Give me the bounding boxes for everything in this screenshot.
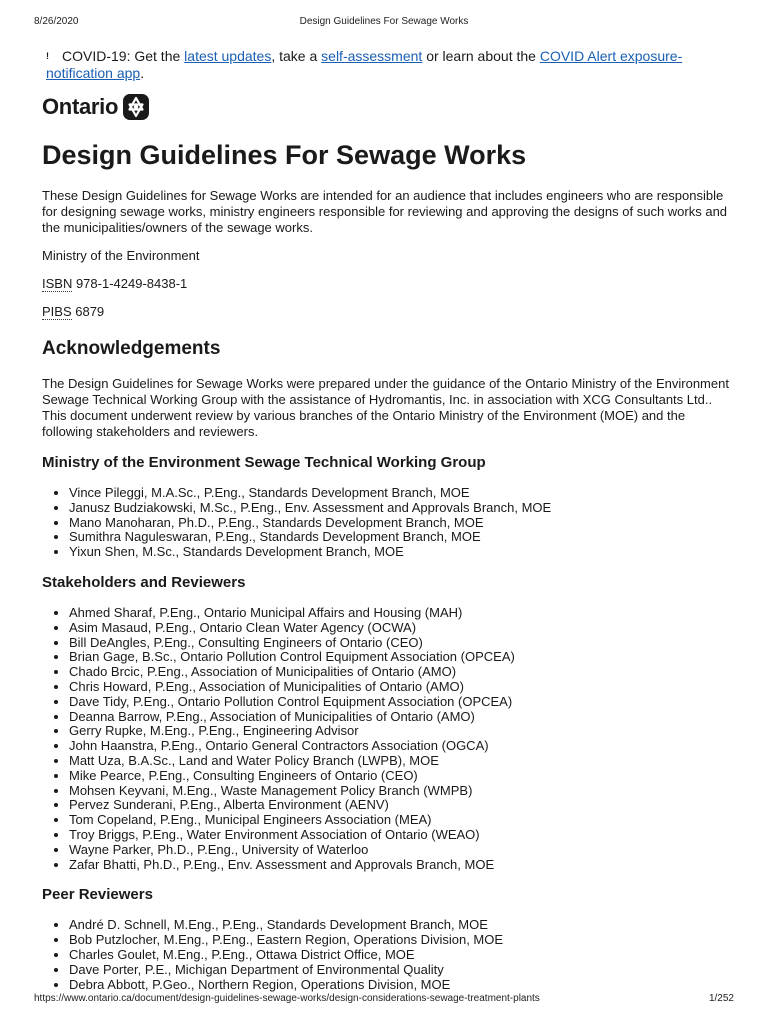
- ministry-name: Ministry of the Environment: [42, 248, 200, 263]
- list-item: • Bob Putzlocher, M.Eng., P.Eng., Eastern Region, Operations Division, MOE: [69, 933, 732, 948]
- intro-paragraph: These Design Guidelines for Sewage Works are intended for an audience that includes engineers who are responsible for designing sewage works, ministry engineers responsible for reviewing and approving the designs of such works and the municipalities/owners of the sewage works.: [42, 188, 728, 235]
- list-item: • Dave Porter, P.E., Michigan Department of Environmental Quality: [69, 963, 732, 978]
- print-date: 8/26/2020: [34, 16, 79, 27]
- list-item: • Pervez Sunderani, P.Eng., Alberta Environment (AENV): [69, 798, 732, 813]
- list-item: • Chris Howard, P.Eng., Association of Municipalities of Ontario (AMO): [69, 680, 732, 695]
- latest-updates-link[interactable]: latest updates: [184, 48, 272, 64]
- list-item: • Troy Briggs, P.Eng., Water Environment Association of Ontario (WEAO): [69, 828, 732, 843]
- page-content: [42, 48, 732, 992]
- list-item: • Asim Masaud, P.Eng., Ontario Clean Water Agency (OCWA): [69, 621, 732, 636]
- list-item: • John Haanstra, P.Eng., Ontario General Contractors Association (OGCA): [69, 739, 732, 754]
- print-footer: [0, 993, 768, 1007]
- list-item: • Zafar Bhatti, Ph.D., P.Eng., Env. Assessment and Approvals Branch, MOE: [69, 858, 732, 873]
- working-group-list: [42, 486, 732, 560]
- list-item: • Debra Abbott, P.Geo., Northern Region, Operations Division, MOE: [69, 978, 732, 993]
- isbn-abbr: ISBN: [42, 276, 73, 291]
- covid-banner: [42, 48, 732, 82]
- list-item: • Yixun Shen, M.Sc., Standards Development Branch, MOE: [69, 545, 732, 560]
- list-item: • Vince Pileggi, M.A.Sc., P.Eng., Standards Development Branch, MOE: [69, 486, 732, 501]
- alert-icon: !: [46, 51, 49, 61]
- trillium-icon: [122, 93, 150, 121]
- isbn-value: 978-1-4249-8438-1: [72, 276, 188, 291]
- list-item: • Mano Manoharan, Ph.D., P.Eng., Standards Development Branch, MOE: [69, 516, 732, 531]
- list-item: • Matt Uza, B.A.Sc., Land and Water Policy Branch (LWPB), MOE: [69, 754, 732, 769]
- list-item: • Janusz Budziakowski, M.Sc., P.Eng., Env. Assessment and Approvals Branch, MOE: [69, 501, 732, 516]
- list-item: • Chado Brcic, P.Eng., Association of Municipalities of Ontario (AMO): [69, 665, 732, 680]
- list-item: • Sumithra Naguleswaran, P.Eng., Standards Development Branch, MOE: [69, 530, 732, 545]
- pibs-value: 6879: [71, 304, 105, 319]
- list-item: • Bill DeAngles, P.Eng., Consulting Engineers of Ontario (CEO): [69, 636, 732, 651]
- list-item: • Dave Tidy, P.Eng., Ontario Pollution Control Equipment Association (OPCEA): [69, 695, 732, 710]
- acknowledgements-paragraph: The Design Guidelines for Sewage Works were prepared under the guidance of the Ontario Ministry of the Environment Sewage Technical Working Group with the assistance of Hydromantis, Inc. in association with XCG Consultants Ltd.. This document underwent review by various branches of the Ontario Ministry of the Environment (MOE) and the following stakeholders and reviewers.: [42, 376, 729, 439]
- page-number: 1/252: [708, 993, 734, 1004]
- pibs-abbr: PIBS: [42, 304, 72, 319]
- list-item: • Ahmed Sharaf, P.Eng., Ontario Municipal Affairs and Housing (MAH): [69, 606, 732, 621]
- list-item: • Tom Copeland, P.Eng., Municipal Engineers Association (MEA): [69, 813, 732, 828]
- ontario-logo[interactable]: [42, 92, 732, 122]
- working-group-heading: Ministry of the Environment Sewage Technical Working Group: [42, 454, 486, 471]
- covid-text: COVID-19: Get the latest updates, take a self-assessment or learn about the COVID Alert exposure-notification app.: [46, 48, 683, 81]
- stakeholders-heading: Stakeholders and Reviewers: [42, 573, 246, 591]
- list-item: • Wayne Parker, Ph.D., P.Eng., University of Waterloo: [69, 843, 732, 858]
- self-assessment-link[interactable]: self-assessment: [321, 48, 423, 64]
- acknowledgements-heading: Acknowledgements: [42, 338, 221, 359]
- ontario-wordmark: Ontario: [42, 94, 119, 119]
- list-item: • Mohsen Keyvani, M.Eng., Waste Management Policy Branch (WMPB): [69, 784, 732, 799]
- peer-reviewers-heading: Peer Reviewers: [42, 886, 153, 904]
- stakeholders-list: [42, 606, 732, 872]
- list-item: • Mike Pearce, P.Eng., Consulting Engineers of Ontario (CEO): [69, 769, 732, 784]
- list-item: • Deanna Barrow, P.Eng., Association of Municipalities of Ontario (AMO): [69, 710, 732, 725]
- print-header: [0, 16, 768, 30]
- list-item: • André D. Schnell, M.Eng., P.Eng., Standards Development Branch, MOE: [69, 918, 732, 933]
- list-item: • Gerry Rupke, M.Eng., P.Eng., Engineering Advisor: [69, 724, 732, 739]
- list-item: • Charles Goulet, M.Eng., P.Eng., Ottawa District Office, MOE: [69, 948, 732, 963]
- isbn-line: [42, 276, 732, 292]
- print-url: https://www.ontario.ca/document/design-guidelines-sewage-works/design-considerations-sewage-treatment-plants: [34, 993, 540, 1004]
- page-title: Design Guidelines For Sewage Works: [42, 140, 527, 170]
- pibs-line: [42, 304, 732, 320]
- covid-alert-app-link[interactable]: COVID Alert exposure-notification app: [46, 48, 683, 81]
- print-title: Design Guidelines For Sewage Works: [299, 16, 469, 27]
- peer-reviewers-list: [42, 918, 732, 992]
- list-item: • Brian Gage, B.Sc., Ontario Pollution Control Equipment Association (OPCEA): [69, 650, 732, 665]
